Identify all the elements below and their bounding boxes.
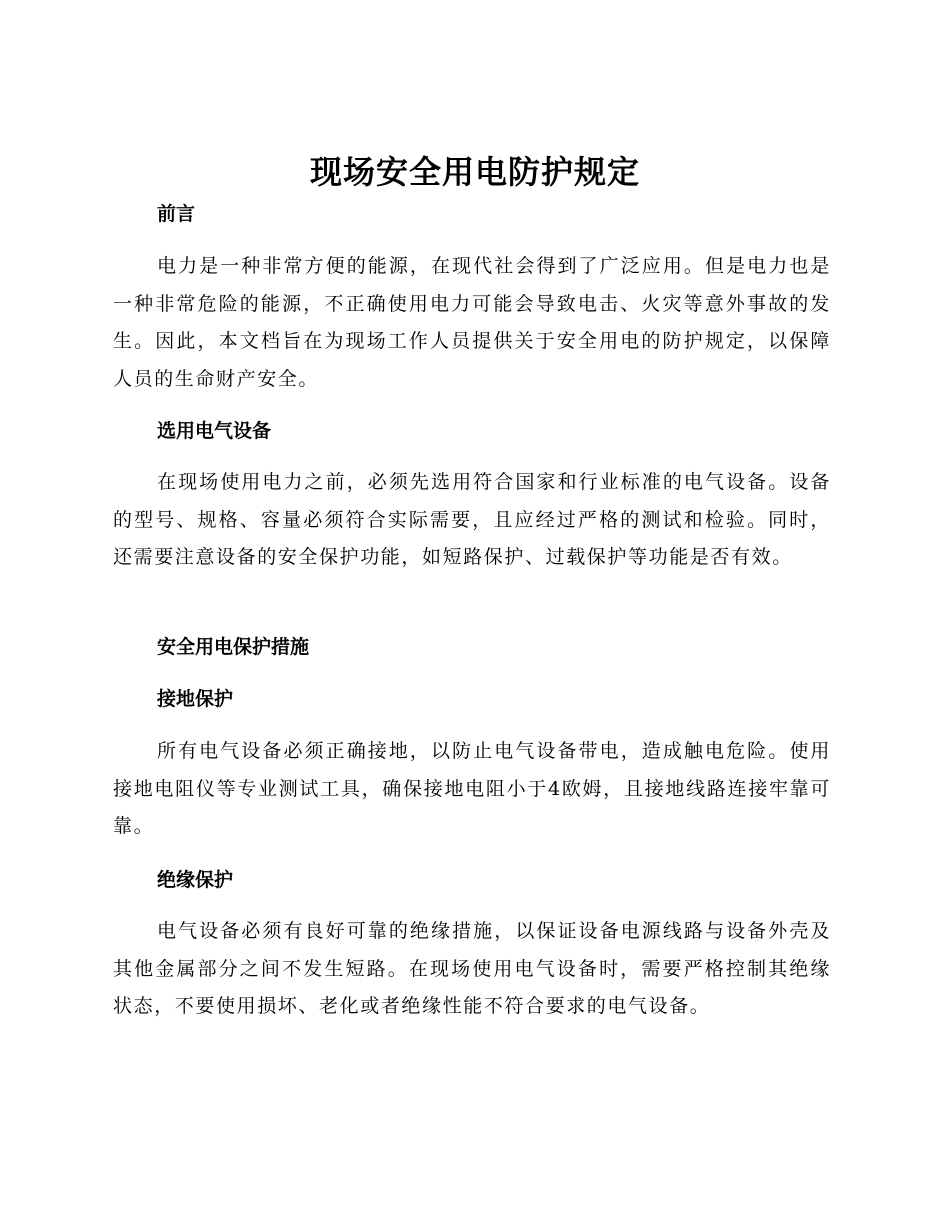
heading-equipment: 选用电气设备 bbox=[157, 420, 272, 442]
paragraph-equipment: 在现场使用电力之前，必须先选用符合国家和行业标准的电气设备。设备的型号、规格、容量必须符合实际需要，且应经过严格的测试和检验。同时，还需要注意设备的安全保护功能，如短路保护、过载保护等功能是否有效。 bbox=[113, 471, 831, 568]
heading-measures: 安全用电保护措施 bbox=[157, 636, 310, 658]
heading-grounding: 接地保护 bbox=[157, 688, 234, 710]
paragraph-insulation: 电气设备必须有良好可靠的绝缘措施，以保证设备电源线路与设备外壳及其他金属部分之间不发生短路。在现场使用电气设备时，需要严格控制其绝缘状态，不要使用损坏、老化或者绝缘性能不符合要求的电气设备。 bbox=[113, 920, 831, 1017]
paragraph-preface: 电力是一种非常方便的能源，在现代社会得到了广泛应用。但是电力也是一种非常危险的能源，不正确使用电力可能会导致电击、火灾等意外事故的发生。因此，本文档旨在为现场工作人员提供关于安全用电的防护规定，以保障人员的生命财产安全。 bbox=[113, 255, 831, 390]
paragraph-grounding: 所有电气设备必须正确接地，以防止电气设备带电，造成触电危险。使用接地电阻仪等专业测试工具，确保接地电阻小于4欧姆，且接地线路连接牢靠可靠。 bbox=[113, 740, 831, 837]
heading-preface: 前言 bbox=[157, 203, 196, 225]
heading-insulation: 绝缘保护 bbox=[157, 869, 234, 891]
page-title: 现场安全用电防护规定 bbox=[309, 153, 640, 191]
